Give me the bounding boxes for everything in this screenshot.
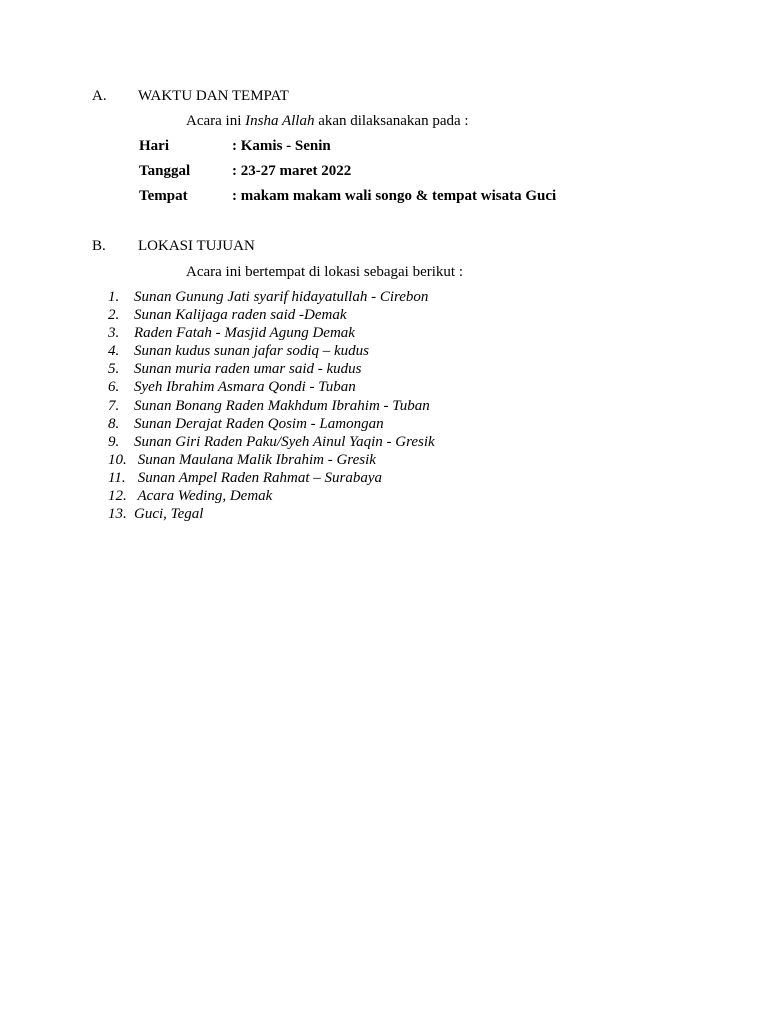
list-item [108,342,435,360]
location-list [108,288,435,523]
list-item-number: 3. [108,325,120,342]
list-item-number: 2. [108,307,120,324]
detail-row-tanggal [139,161,351,181]
list-item-text: Sunan Giri Raden Paku/Syeh Ainul Yaqin - Gresik [134,433,435,450]
list-item [108,487,435,505]
list-item [108,288,435,306]
list-item [108,451,435,469]
list-item-text: Acara Weding, Demak [134,488,273,505]
list-item-text: Sunan Ampel Raden Rahmat – Surabaya [134,469,383,486]
section-a-intro-before: Acara ini [186,113,246,129]
section-a-intro [186,111,469,131]
list-item-text: Guci, Tegal [134,506,204,523]
detail-value: : Kamis - Senin [232,138,331,154]
list-item-number: 5. [108,361,120,378]
section-b-intro: Acara ini bertempat di lokasi sebagai berikut : [186,264,463,280]
list-item-number: 12. [108,488,127,505]
section-a-title: WAKTU DAN TEMPAT [138,88,289,104]
list-item-text: Syeh Ibrahim Asmara Qondi - Tuban [134,379,356,396]
section-b-title: LOKASI TUJUAN [138,238,255,254]
detail-label: Hari [139,138,169,154]
list-item [108,505,435,523]
detail-row-hari [139,136,331,156]
list-item-text: Sunan Maulana Malik Ibrahim - Gresik [134,451,376,468]
list-item-number: 9. [108,433,120,450]
list-item-number: 8. [108,415,120,432]
section-b-letter: B. [92,238,106,254]
list-item-text: Raden Fatah - Masjid Agung Demak [134,325,355,342]
list-item-number: 6. [108,379,120,396]
section-a-heading [92,86,289,106]
list-item-text: Sunan Gunung Jati syarif hidayatullah - Cirebon [134,289,429,305]
list-item-number: 4. [108,343,120,360]
list-item [108,397,435,415]
list-item-text: Sunan Kalijaga raden said -Demak [134,307,347,324]
list-item [108,324,435,342]
section-b-heading [92,236,255,256]
list-item-number: 10. [108,451,127,468]
list-item-text: Sunan Bonang Raden Makhdum Ibrahim - Tuban [134,397,430,414]
list-item [108,378,435,396]
list-item-number: 11. [108,469,126,486]
detail-value: : makam makam wali songo & tempat wisata Guci [232,188,557,204]
list-item [108,415,435,433]
list-item [108,433,435,451]
detail-value: : 23-27 maret 2022 [232,163,352,179]
list-item [108,306,435,324]
list-item-text: Sunan muria raden umar said - kudus [134,361,362,378]
list-item-number: 13. [108,506,127,523]
list-item [108,469,435,487]
section-a-intro-after: akan dilaksanakan pada : [314,113,469,129]
list-item-number: 1. [108,289,120,305]
detail-label: Tanggal [139,163,191,179]
section-a-intro-italic: Insha Allah [245,113,315,129]
list-item [108,360,435,378]
list-item-number: 7. [108,397,120,414]
detail-label: Tempat [139,188,188,204]
list-item-text: Sunan Derajat Raden Qosim - Lamongan [134,415,384,432]
section-a-letter: A. [92,88,107,104]
detail-row-tempat [139,186,556,206]
list-item-text: Sunan kudus sunan jafar sodiq – kudus [134,343,370,360]
